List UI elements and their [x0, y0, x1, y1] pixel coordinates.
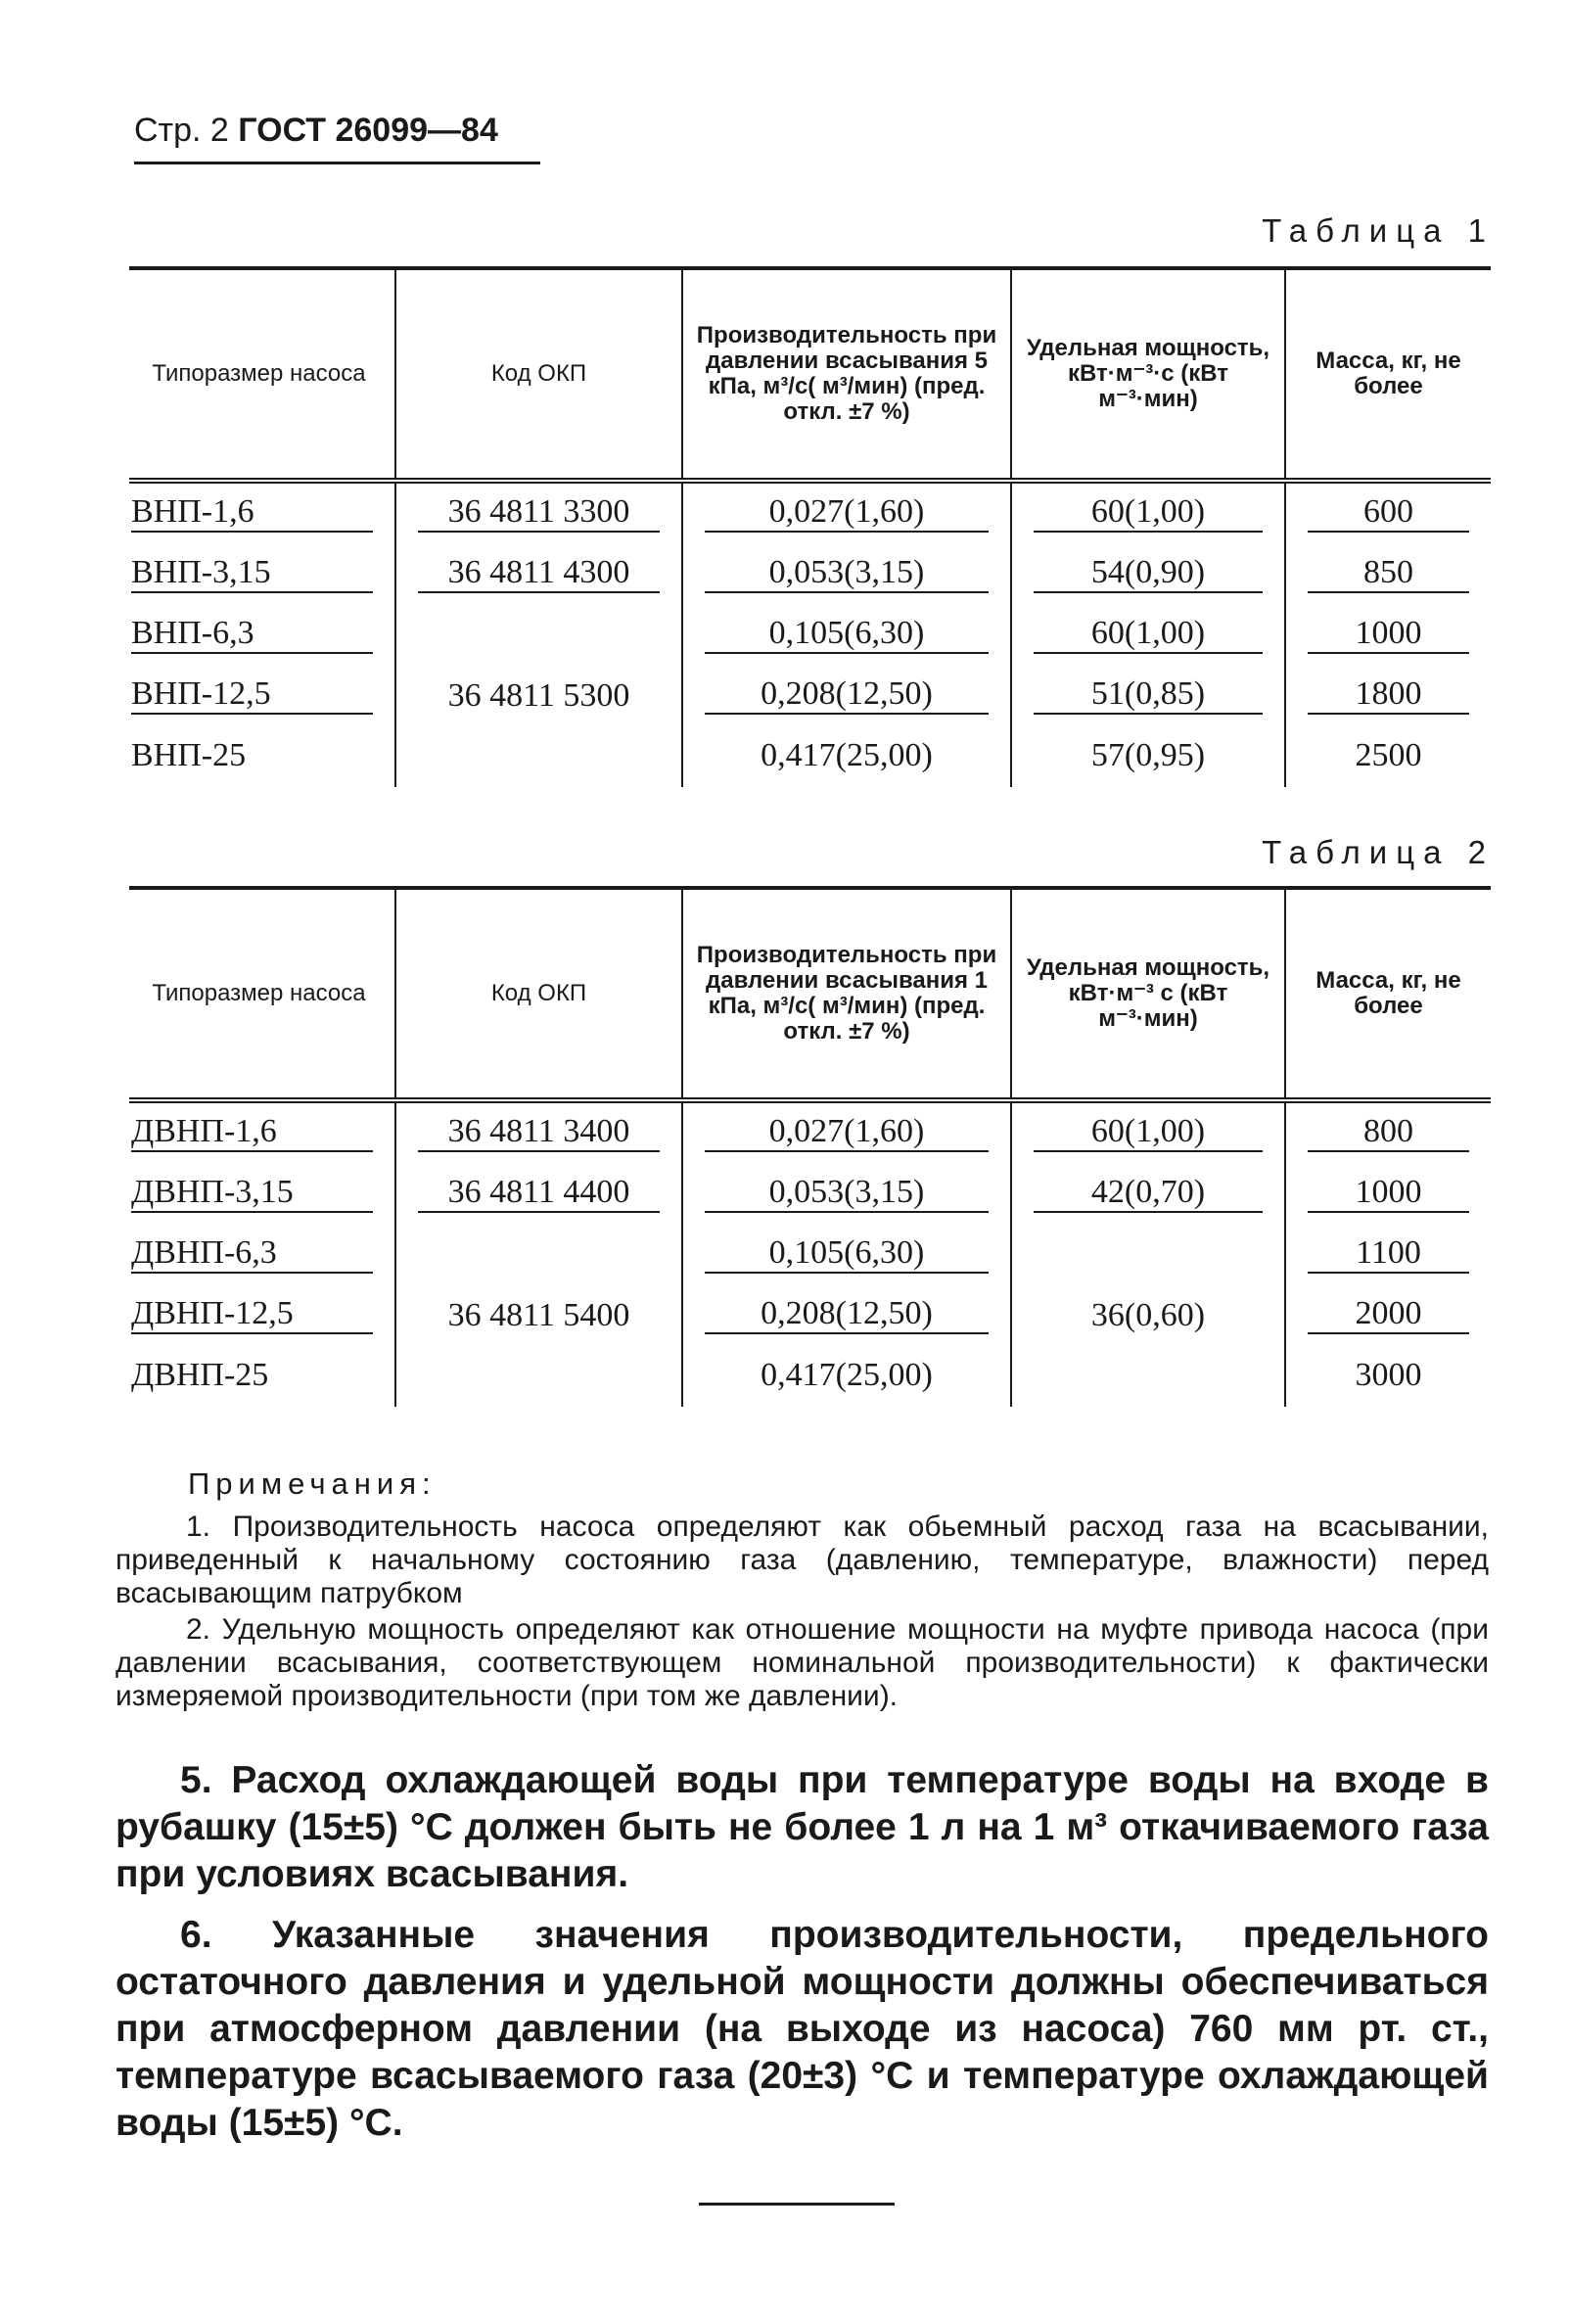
type-cell: ДВНП-25	[131, 1357, 269, 1393]
code-cell: 36 4811 4400	[418, 1176, 660, 1213]
power-cell: 60(1,00)	[1034, 617, 1263, 654]
mass-cell: 1100	[1308, 1236, 1469, 1274]
perf-cell: 0,027(1,60)	[705, 1115, 989, 1152]
power-cell: 60(1,00)	[1034, 1115, 1263, 1152]
mass-cell: 1000	[1308, 617, 1469, 654]
table-row	[129, 1285, 1491, 1346]
power-cell: 36(0,60)	[1090, 1297, 1206, 1333]
perf-cell: 0,208(12,50)	[705, 1297, 989, 1334]
mass-cell: 3000	[1355, 1357, 1422, 1393]
note-2-text: 2. Удельную мощность определяют как отношение мощности на муфте привода насоса (при давлении всасывания, соответствующем номинальной производительности) к фактически измеряемой производительности (при том же давлении).	[115, 1613, 1489, 1712]
mass-cell: 600	[1308, 495, 1469, 533]
perf-cell: 0,105(6,30)	[705, 1236, 989, 1274]
perf-cell: 0,417(25,00)	[761, 737, 933, 773]
header-rule	[134, 162, 540, 164]
table1-caption: Таблица 1	[1262, 212, 1495, 249]
paragraph-5	[115, 1757, 1489, 1898]
paragraph-6	[115, 1912, 1489, 2147]
table-row	[129, 666, 1491, 726]
table-row	[129, 1225, 1491, 1285]
paragraph-6-text: 6. Указанные значения производительности, предельного остаточного давления и удельной мощности должны обеспечиваться при атмосферном давлении (на выходе из насоса) 760 мм рт. ст., температуре всасываемого газа (20±3) °С и температуре охлаждающей воды (15±5) °С.	[115, 1914, 1489, 2144]
mass-cell: 1800	[1308, 677, 1469, 715]
notes-title: Примечания:	[188, 1466, 437, 1501]
code-cell: 36 4811 5300	[447, 677, 630, 714]
table-row	[129, 481, 1491, 544]
table-row	[129, 1164, 1491, 1225]
type-cell: ДВНП-6,3	[131, 1236, 373, 1274]
table-row	[129, 1346, 1491, 1407]
power-cell: 60(1,00)	[1034, 495, 1263, 533]
table2-caption: Таблица 2	[1262, 834, 1495, 870]
table2-header-row	[129, 888, 1491, 1100]
type-cell: ДВНП-1,6	[131, 1115, 373, 1152]
table2-col-type: Типоразмер насоса	[129, 888, 395, 1100]
table-row	[129, 726, 1491, 787]
note-2	[115, 1613, 1489, 1713]
code-cell: 36 4811 4300	[418, 556, 660, 593]
table1-header-row	[129, 268, 1491, 481]
type-cell: ВНП-3,15	[131, 556, 373, 593]
perf-cell: 0,027(1,60)	[705, 495, 989, 533]
table-row	[129, 1100, 1491, 1164]
code-cell: 36 4811 5400	[447, 1297, 630, 1333]
table2-col-perf: Производительность при давлении всасывания 1 кПа, м³/с( м³/мин) (пред. откл. ±7 %)	[682, 888, 1011, 1100]
paragraph-5-text: 5. Расход охлаждающей воды при температуре воды на входе в рубашку (15±5) °С должен быть не более 1 л на 1 м³ откачиваемого газа при условиях всасывания.	[115, 1759, 1489, 1895]
mass-cell: 2000	[1308, 1297, 1469, 1334]
table2-col-code: Код ОКП	[395, 888, 682, 1100]
table-row	[129, 605, 1491, 666]
table1-col-mass: Масса, кг, не более	[1285, 268, 1491, 481]
power-cell: 57(0,95)	[1090, 737, 1206, 773]
power-cell: 42(0,70)	[1034, 1176, 1263, 1213]
table1-col-power: Удельная мощность, кВт·м⁻³·с (кВт м⁻³·мин)	[1011, 268, 1285, 481]
type-cell: ДВНП-3,15	[131, 1176, 373, 1213]
table2	[129, 886, 1491, 1407]
code-cell: 36 4811 3400	[418, 1115, 660, 1152]
type-cell: ВНП-12,5	[131, 677, 373, 715]
perf-cell: 0,053(3,15)	[705, 1176, 989, 1213]
table1	[129, 266, 1491, 787]
perf-cell: 0,105(6,30)	[705, 617, 989, 654]
perf-cell: 0,053(3,15)	[705, 556, 989, 593]
mass-cell: 800	[1308, 1115, 1469, 1152]
table2-col-mass: Масса, кг, не более	[1285, 888, 1491, 1100]
table1-col-perf: Производительность при давлении всасывания 5 кПа, м³/с( м³/мин) (пред. откл. ±7 %)	[682, 268, 1011, 481]
note-1	[115, 1511, 1489, 1610]
code-cell: 36 4811 3300	[418, 495, 660, 533]
standard-number: ГОСТ 26099—84	[238, 112, 498, 149]
mass-cell: 850	[1308, 556, 1469, 593]
mass-cell: 1000	[1308, 1176, 1469, 1213]
type-cell: ДВНП-12,5	[131, 1297, 373, 1334]
table2-col-power: Удельная мощность, кВт·м⁻³ с (кВт м⁻³·мин)	[1011, 888, 1285, 1100]
page-number: Стр. 2	[134, 112, 229, 149]
type-cell: ВНП-25	[131, 737, 247, 773]
footer-rule	[699, 2203, 895, 2206]
page-header	[134, 112, 498, 150]
table1-col-code: Код ОКП	[395, 268, 682, 481]
power-cell: 54(0,90)	[1034, 556, 1263, 593]
perf-cell: 0,417(25,00)	[761, 1357, 933, 1393]
table-row	[129, 544, 1491, 605]
perf-cell: 0,208(12,50)	[705, 677, 989, 715]
type-cell: ВНП-6,3	[131, 617, 373, 654]
note-1-text: 1. Производительность насоса определяют как обьемный расход газа на всасывании, приведенный к начальному состоянию газа (давлению, температуре, влажности) перед всасывающим патрубком	[115, 1511, 1489, 1609]
power-cell: 51(0,85)	[1034, 677, 1263, 715]
mass-cell: 2500	[1355, 737, 1422, 773]
table1-col-type: Типоразмер насоса	[129, 268, 395, 481]
type-cell: ВНП-1,6	[131, 495, 373, 533]
